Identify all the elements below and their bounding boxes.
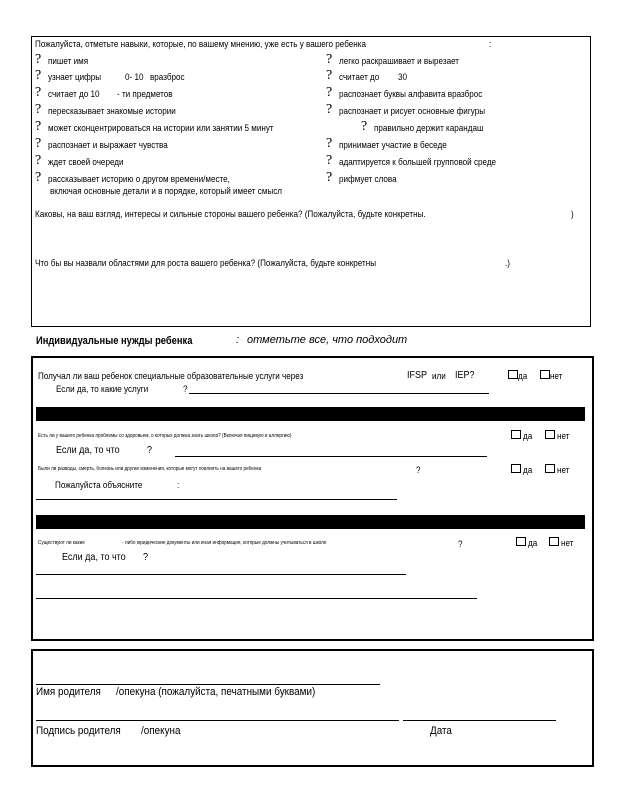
q1-no-label: нет <box>550 371 563 381</box>
needs-instruction-colon: : <box>236 334 240 346</box>
q3-yes-label: да <box>523 465 533 475</box>
q1-no-checkbox[interactable] <box>540 370 550 379</box>
q3-text: Были ли разводы, смерть, болезнь или другие изменения, которые могут повлиять на вашего ребенка <box>38 466 262 472</box>
q1-ifsp: IFSP <box>407 370 428 381</box>
skill-left-7: ждет своей очереди <box>48 157 124 167</box>
strengths-question: Каковы, на ваш взгляд, интересы и сильные стороны вашего ребенка? (Пожалуйста, будьте конкретны. <box>35 209 426 219</box>
skill-right-1: легко раскрашивает и вырезает <box>339 56 460 66</box>
skill-right-4: распознает и рисует основные фигуры <box>339 106 486 116</box>
q2-no-checkbox[interactable] <box>545 430 555 439</box>
growth-close: .) <box>505 258 510 268</box>
parent-signature-label-a: Подпись родителя <box>36 725 121 737</box>
q3-follow-colon: : <box>177 480 180 490</box>
skill-right-3: распознает буквы алфавита вразброс <box>339 89 483 99</box>
q4-answer-line-2[interactable] <box>36 598 477 599</box>
skill-right-6: принимает участие в беседе <box>339 140 447 150</box>
skill-right-8: рифмует слова <box>339 174 397 184</box>
needs-title: Индивидуальные нужды ребенка <box>36 335 193 347</box>
q2-yes-label: да <box>523 431 533 441</box>
q1-text: Получал ли ваш ребенок специальные образовательные услуги через <box>38 371 304 381</box>
q3-mark: ? <box>416 465 421 475</box>
skill-left-3: считает до 10 <box>48 89 100 99</box>
q1-follow: Если да, то какие услуги <box>56 384 149 394</box>
parent-signature-line[interactable] <box>36 720 399 721</box>
growth-answer-area[interactable] <box>35 272 585 322</box>
q3-no-checkbox[interactable] <box>545 464 555 473</box>
q4-text-a: Существуют ли какие <box>38 540 85 546</box>
skill-right-2: считает до <box>339 72 380 82</box>
parent-name-label-a: Имя родителя <box>36 686 101 698</box>
q4-mark: ? <box>458 539 463 549</box>
q4-no-label: нет <box>561 538 574 548</box>
skills-prompt-colon: : <box>489 39 492 49</box>
skill-left-8: рассказывает историю о другом времени/месте, <box>48 174 230 184</box>
skill-left-2-scatter: вразброс <box>150 72 185 82</box>
q4-yes-label: да <box>528 538 538 548</box>
skill-left-6: распознает и выражает чувства <box>48 140 168 150</box>
strengths-answer-area[interactable] <box>35 222 585 252</box>
q3-answer-line[interactable] <box>36 499 397 500</box>
q2-follow: Если да, то что <box>56 445 120 456</box>
skill-left-8-cont: включая основные детали и в порядке, который имеет смысл <box>50 186 282 196</box>
skill-left-3-suffix: - ти предметов <box>117 89 173 99</box>
divider-bar-1 <box>36 407 585 421</box>
skill-checkbox-left-3[interactable]: ? <box>35 85 42 100</box>
q2-yes-checkbox[interactable] <box>511 430 521 439</box>
skill-left-2: узнает цифры <box>48 72 102 82</box>
q3-yes-checkbox[interactable] <box>511 464 521 473</box>
q1-answer-line[interactable] <box>189 393 489 394</box>
date-line[interactable] <box>403 720 556 721</box>
skill-checkbox-left-1[interactable]: ? <box>35 52 42 67</box>
q4-yes-checkbox[interactable] <box>516 537 526 546</box>
q1-iep: IEP? <box>455 370 475 381</box>
q4-answer-line-1[interactable] <box>36 574 406 575</box>
q1-follow-mark: ? <box>183 384 188 394</box>
q1-or: или <box>432 371 446 381</box>
skill-checkbox-right-1[interactable]: ? <box>326 52 333 67</box>
parent-section <box>31 649 594 767</box>
q4-follow: Если да, то что <box>62 552 126 563</box>
skill-checkbox-left-2[interactable]: ? <box>35 68 42 83</box>
skill-checkbox-left-4[interactable]: ? <box>35 102 42 117</box>
skill-checkbox-right-5[interactable]: ? <box>361 119 368 134</box>
parent-name-line[interactable] <box>36 684 380 685</box>
skill-left-1: пишет имя <box>48 56 89 66</box>
skill-right-5: правильно держит карандаш <box>374 123 484 133</box>
needs-instruction: отметьте все, что подходит <box>247 334 408 346</box>
q4-text-b: - либо юридические документы или иная информация, которые должны учитываться в школе <box>122 540 327 546</box>
q1-yes-checkbox[interactable] <box>508 370 518 379</box>
skill-checkbox-right-2[interactable]: ? <box>326 68 333 83</box>
skill-checkbox-left-7[interactable]: ? <box>35 153 42 168</box>
date-label: Дата <box>430 725 452 737</box>
q4-no-checkbox[interactable] <box>549 537 559 546</box>
skill-checkbox-right-7[interactable]: ? <box>326 153 333 168</box>
skills-prompt: Пожалуйста, отметьте навыки, которые, по вашему мнению, уже есть у вашего ребенка <box>35 39 366 49</box>
parent-signature-label-b: /опекуна <box>141 725 181 737</box>
q2-text: Есть ли у вашего ребенка проблемы со здоровьем, о которых должна знать школа? (Включая пищевую и аллергию) <box>38 433 292 439</box>
strengths-close: ) <box>571 209 574 219</box>
skill-checkbox-right-3[interactable]: ? <box>326 85 333 100</box>
q1-yes-label: да <box>518 371 528 381</box>
growth-question: Что бы вы назвали областями для роста вашего ребенка? (Пожалуйста, будьте конкретны <box>35 258 377 268</box>
parent-name-label-b: /опекуна (пожалуйста, печатными буквами) <box>116 686 316 698</box>
skill-right-2-value: 30 <box>398 72 408 82</box>
skill-left-5: может сконцентрироваться на истории или занятии 5 минут <box>48 123 274 133</box>
divider-bar-2 <box>36 515 585 529</box>
skill-right-7: адаптируется к большей групповой среде <box>339 157 497 167</box>
q2-answer-line[interactable] <box>175 456 487 457</box>
q3-follow: Пожалуйста объясните <box>55 480 143 490</box>
skill-left-2-range: 0- 10 <box>125 72 144 82</box>
q2-follow-mark: ? <box>147 445 153 456</box>
skill-checkbox-left-6[interactable]: ? <box>35 136 42 151</box>
skill-checkbox-right-4[interactable]: ? <box>326 102 333 117</box>
skill-checkbox-left-5[interactable]: ? <box>35 119 42 134</box>
q2-no-label: нет <box>557 431 570 441</box>
skill-checkbox-right-6[interactable]: ? <box>326 136 333 151</box>
skill-checkbox-left-8[interactable]: ? <box>35 170 42 185</box>
skill-left-4: пересказывает знакомые истории <box>48 106 176 116</box>
q3-no-label: нет <box>557 465 570 475</box>
skill-checkbox-right-8[interactable]: ? <box>326 170 333 185</box>
q4-follow-mark: ? <box>143 552 149 563</box>
